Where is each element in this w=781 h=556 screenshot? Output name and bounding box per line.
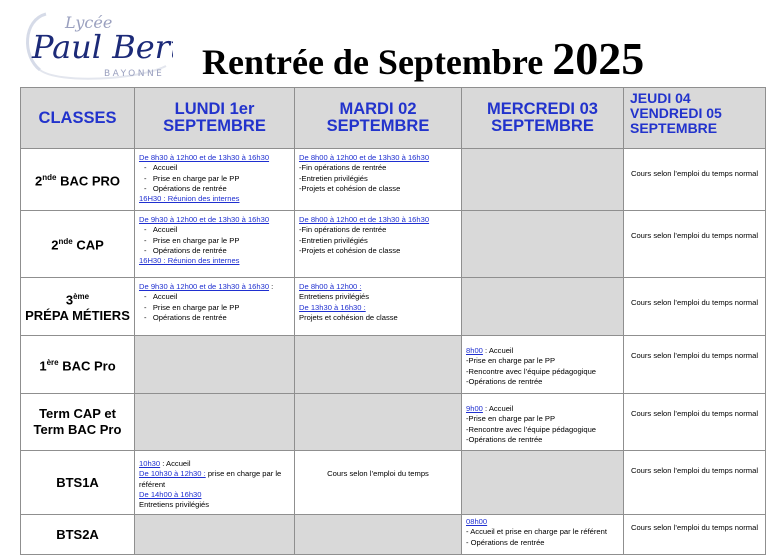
header-row [21,88,766,149]
jeudi-bts1a: Cours selon l’emploi du temps normal [624,451,766,515]
jeudi-term: Cours selon l’emploi du temps normal [624,394,766,451]
table-row-3eme-prepa [21,278,766,336]
mardi-2nde-cap: De 8h00 à 12h00 et de 13h30 à 16h30 -Fin opérations de rentrée -Entretien privilégiés -Projets et cohésion de classe [295,211,462,278]
lundi-term [135,394,295,451]
logo-lycee: Lycée [65,13,113,32]
header-jeudi-line1: JEUDI 04 [630,90,691,106]
header-mercredi-line1: MERCREDI 03 [487,100,598,118]
page-title-text: Rentrée de Septembre [202,42,544,82]
lundi-3eme-prepa: De 9h30 à 12h00 et de 13h30 à 16h30 : - Accueil - Prise en charge par le PP - Opérations de rentrée [135,278,295,336]
table-row-bts1a [21,451,766,515]
header-jeudi-line3: SEPTEMBRE [630,120,718,136]
mercredi-bts2a: 08h00 - Accueil et prise en charge par le référent - Opérations de rentrée [462,515,624,555]
mardi-1ere-bac-pro [295,336,462,394]
lundi-1ere-bac-pro [135,336,295,394]
lundi-2nde-bac-pro: De 8h30 à 12h00 et de 13h30 à 16h30 - Accueil - Prise en charge par le PP - Opérations de rentrée 16H30 : Réunion des internes [135,149,295,211]
lundi-2nde-cap: De 9h30 à 12h00 et de 13h30 à 16h30 - Accueil - Prise en charge par le PP - Opérations de rentrée 16H30 : Réunion des internes [135,211,295,278]
class-2nde-cap: 2nde CAP [21,211,135,278]
table-row-1ere-bac-pro [21,336,766,394]
header-jeudi-line2: VENDREDI 05 [630,105,722,121]
header-mardi [295,88,462,149]
mercredi-2nde-bac-pro [462,149,624,211]
jeudi-2nde-bac-pro: Cours selon l’emploi du temps normal [624,149,766,211]
header-lundi-line2: SEPTEMBRE [163,117,266,135]
logo-name: Paul Bert [32,28,173,66]
jeudi-bts2a: Cours selon l’emploi du temps normal [624,515,766,555]
mercredi-2nde-cap [462,211,624,278]
mardi-2nde-bac-pro: De 8h00 à 12h00 et de 13h30 à 16h30 -Fin opérations de rentrée -Entretien privilégiés -Projets et cohésion de classe [295,149,462,211]
mardi-term [295,394,462,451]
header-mercredi-line2: SEPTEMBRE [491,117,594,135]
class-3eme-prepa: 3ème PRÉPA MÉTIERS [21,278,135,336]
jeudi-2nde-cap: Cours selon l’emploi du temps normal [624,211,766,278]
page-title-year: 2025 [552,33,645,84]
class-term: Term CAP et Term BAC Pro [21,394,135,451]
class-1ere-bac-pro: 1ère BAC Pro [21,336,135,394]
table-row-term [21,394,766,451]
table-row-2nde-cap [21,211,766,278]
class-bts2a: BTS2A [21,515,135,555]
lundi-bts2a [135,515,295,555]
header-lundi [135,88,295,149]
page-title [202,32,644,85]
header-lundi-line1: LUNDI 1er [174,100,255,118]
school-logo [18,6,173,84]
class-2nde-bac-pro: 2nde BAC PRO [21,149,135,211]
mercredi-bts1a [462,451,624,515]
jeudi-3eme-prepa: Cours selon l’emploi du temps normal [624,278,766,336]
logo-city: BAYONNE [104,69,165,79]
header-jeudi [624,88,766,149]
lundi-bts1a: 10h30 : Accueil De 10h30 à 12h30 : prise en charge par le référent De 14h00 à 16h30 Entretiens privilégiés [135,451,295,515]
mercredi-term: 9h00 : Accueil -Prise en charge par le PP -Rencontre avec l’équipe pédagogique -Opérations de rentrée [462,394,624,451]
class-bts1a: BTS1A [21,451,135,515]
header-classes: CLASSES [21,88,135,149]
mardi-3eme-prepa: De 8h00 à 12h00 : Entretiens privilégiés De 13h30 à 16h30 : Projets et cohésion de classe [295,278,462,336]
header-mardi-line2: SEPTEMBRE [326,117,430,135]
mardi-bts1a: Cours selon l’emploi du temps [295,451,462,515]
header-mercredi [462,88,624,149]
jeudi-1ere-bac-pro: Cours selon l’emploi du temps normal [624,336,766,394]
schedule-table [20,87,766,555]
mardi-bts2a [295,515,462,555]
table-row-bts2a [21,515,766,555]
header-mardi-line1: MARDI 02 [339,100,417,118]
table-row-2nde-bac-pro [21,149,766,211]
mercredi-1ere-bac-pro: 8h00 : Accueil -Prise en charge par le PP -Rencontre avec l’équipe pédagogique -Opérations de rentrée [462,336,624,394]
mercredi-3eme-prepa [462,278,624,336]
